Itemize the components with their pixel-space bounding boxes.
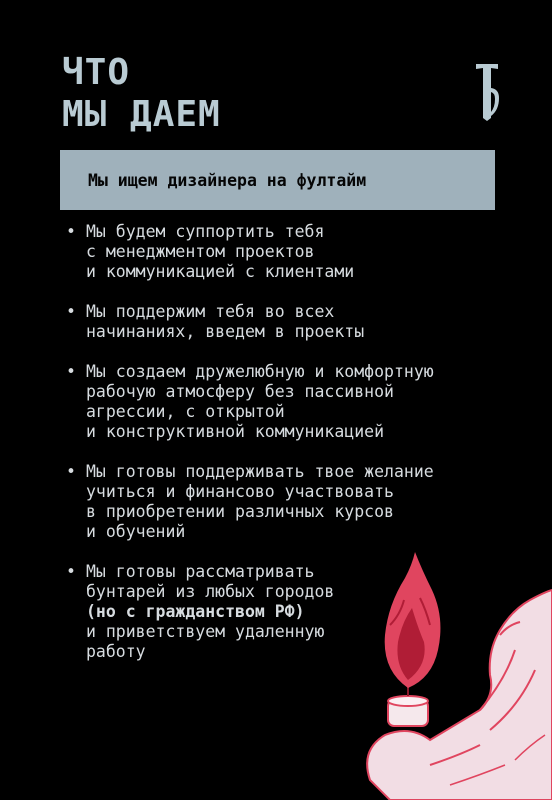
list-item <box>66 222 506 282</box>
list-item-line: Мы поддержим тебя во всех <box>86 302 335 321</box>
list-item-line-bold: (но с гражданством РФ) <box>86 602 305 621</box>
list-item-line: рабочую атмосферу без пассивной <box>86 382 394 401</box>
list-item-line: бунтарей из любых городов <box>86 582 335 601</box>
bullet-dot: • <box>66 222 76 241</box>
page-title <box>62 52 221 136</box>
list-item-line: Мы создаем дружелюбную и комфортную <box>86 362 434 381</box>
list-item-line: агрессии, с открытой <box>86 402 285 421</box>
list-item-line: и конструктивной коммуникацией <box>86 422 385 441</box>
list-item-line: Мы будем суппортить тебя <box>86 222 325 241</box>
title-line-1: ЧТО <box>62 52 131 93</box>
hiring-banner <box>60 150 495 210</box>
list-item-line: в приобретении различных курсов <box>86 502 394 521</box>
bullet-dot: • <box>66 562 76 581</box>
gothic-letter-logo-icon <box>472 58 502 122</box>
bullet-dot: • <box>66 462 76 481</box>
list-item-line: с менеджментом проектов <box>86 242 315 261</box>
list-item <box>66 362 506 442</box>
bullet-dot: • <box>66 302 76 321</box>
list-item-line: и приветствуем удаленную <box>86 622 325 641</box>
title-line-2: МЫ ДАЕМ <box>62 94 221 135</box>
list-item-line: Мы готовы поддерживать твое желание <box>86 462 434 481</box>
bullet-dot: • <box>66 362 76 381</box>
banner-text: Мы ищем дизайнера на фултайм <box>88 170 367 190</box>
list-item-line: начинаниях, введем в проекты <box>86 322 365 341</box>
list-item <box>66 302 506 342</box>
hand-holding-candle-illustration-icon <box>330 530 552 800</box>
list-item-line: и обучений <box>86 522 186 541</box>
list-item-line: учиться и финансово участвовать <box>86 482 394 501</box>
list-item-line: Мы готовы рассматривать <box>86 562 315 581</box>
list-item-line: и коммуникацией с клиентами <box>86 262 355 281</box>
list-item-line: работу <box>86 642 146 661</box>
